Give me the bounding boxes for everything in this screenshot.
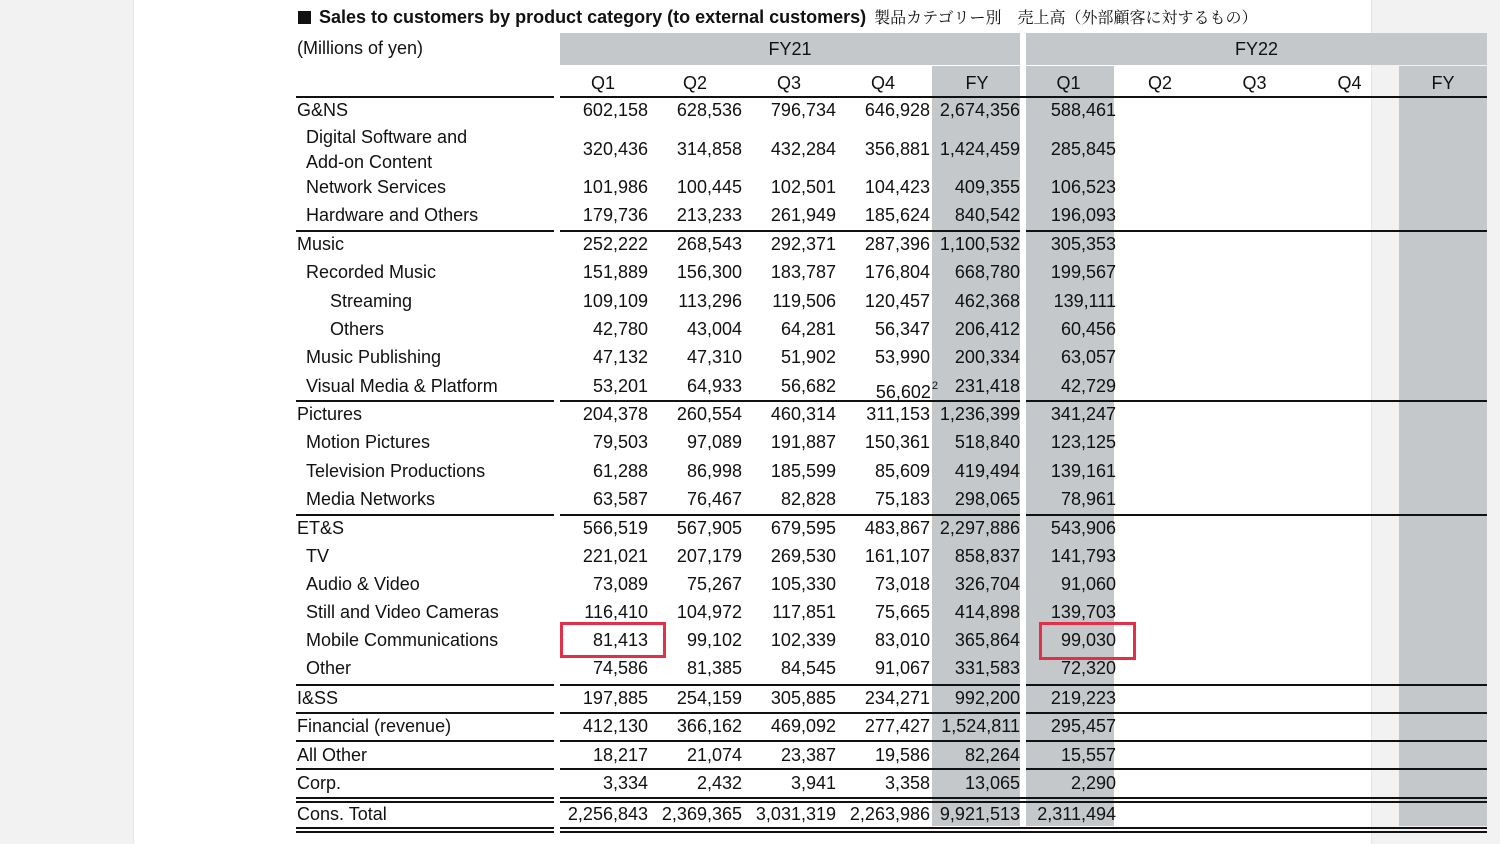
table-cell: 150,361	[864, 432, 930, 452]
table-cell: 179,736	[582, 205, 648, 225]
table-cell: 74,586	[592, 658, 648, 678]
table-cell: 543,906	[1050, 518, 1116, 538]
row-label: Music Publishing	[306, 347, 442, 367]
table-cell: 81,385	[686, 658, 742, 678]
table-cell: 21,074	[686, 745, 742, 765]
table-cell: 268,543	[676, 234, 742, 254]
table-cell: 2,297,886	[939, 518, 1020, 538]
highlight-box-fy22-q1-mobile	[1039, 622, 1136, 660]
title-japanese: 製品カテゴリー別 売上高（外部顧客に対するもの）	[874, 8, 1258, 27]
table-cell: 15,557	[1060, 745, 1116, 765]
table-cell: 234,271	[864, 688, 930, 708]
table-cell: 82,828	[780, 489, 836, 509]
table-cell: 409,355	[954, 177, 1020, 197]
table-cell: 86,998	[686, 461, 742, 481]
table-cell: 254,159	[676, 688, 742, 708]
table-cell: 366,162	[676, 716, 742, 736]
table-cell: 113,296	[678, 291, 742, 311]
table-cell: 287,396	[864, 234, 930, 254]
square-bullet-icon	[298, 11, 311, 24]
column-header-fy22-q3: Q3	[1242, 73, 1267, 93]
table-cell: 3,334	[602, 773, 648, 793]
row-label: Streaming	[330, 291, 413, 311]
table-cell: 469,092	[770, 716, 836, 736]
table-cell: 206,412	[954, 319, 1020, 339]
table-cell: 64,933	[686, 376, 742, 396]
table-cell: 73,018	[874, 574, 930, 594]
table-cell: 460,314	[770, 404, 836, 424]
row-label: Cons. Total	[297, 804, 387, 824]
row-label: Financial (revenue)	[297, 716, 452, 736]
table-cell: 91,060	[1060, 574, 1116, 594]
table-cell: 1,236,399	[939, 404, 1020, 424]
row-label: Audio & Video	[306, 574, 420, 594]
row-label: ET&S	[297, 518, 345, 538]
table-cell: 47,310	[686, 347, 742, 367]
table-cell: 668,780	[954, 262, 1020, 282]
footnote-marker: 2	[931, 380, 938, 392]
table-cell: 567,905	[676, 518, 742, 538]
group-separator	[560, 740, 1020, 742]
table-cell: 3,941	[790, 773, 836, 793]
table-cell: 185,624	[864, 205, 930, 225]
column-header-fy21-q1: Q1	[590, 73, 615, 93]
document-page	[133, 0, 1455, 844]
table-cell: 200,334	[954, 347, 1020, 367]
table-cell: 1,100,532	[939, 234, 1020, 254]
table-cell: 628,536	[676, 100, 742, 120]
table-cell: 285,845	[1050, 139, 1116, 159]
table-cell: 419,494	[954, 461, 1020, 481]
row-label: Visual Media & Platform	[306, 376, 498, 396]
row-label-continued: Add-on Content	[306, 152, 433, 172]
table-cell: 156,300	[676, 262, 742, 282]
table-cell: 183,787	[770, 262, 836, 282]
total-rule	[296, 831, 554, 833]
row-label: Mobile Communications	[306, 630, 499, 650]
table-cell: 56,602$^2$	[875, 380, 938, 402]
row-label: G&NS	[297, 100, 349, 120]
row-label: Others	[330, 319, 385, 339]
table-cell: 109,109	[582, 291, 648, 311]
table-cell: 858,837	[954, 546, 1020, 566]
table-cell: 119,506	[772, 291, 836, 311]
table-cell: 414,898	[954, 602, 1020, 622]
table-cell: 81,413	[592, 630, 648, 650]
row-label: Pictures	[297, 404, 363, 424]
group-separator	[296, 768, 554, 770]
column-header-fy22-q4: Q4	[1337, 73, 1362, 93]
table-cell: 295,457	[1050, 716, 1116, 736]
table-cell: 462,368	[954, 291, 1020, 311]
table-cell: 61,288	[592, 461, 648, 481]
column-header-fy21-q4: Q4	[870, 73, 895, 93]
row-label: Television Productions	[306, 461, 486, 481]
table-cell: 261,949	[770, 205, 836, 225]
table-cell: 99,102	[686, 630, 742, 650]
table-cell: 311,153	[866, 404, 930, 424]
table-cell: 23,387	[780, 745, 836, 765]
table-cell: 102,339	[770, 630, 836, 650]
table-cell: 2,432	[696, 773, 742, 793]
table-cell: 305,353	[1050, 234, 1116, 254]
table-cell: 219,223	[1050, 688, 1116, 708]
table-cell: 566,519	[582, 518, 648, 538]
column-header-fy22-q2: Q2	[1147, 73, 1172, 93]
table-cell: 53,201	[592, 376, 648, 396]
table-cell: 42,729	[1060, 376, 1116, 396]
table-cell: 298,065	[954, 489, 1020, 509]
table-cell: 314,858	[676, 139, 742, 159]
column-header-fy21-q2: Q2	[682, 73, 707, 93]
highlight-box-fy21-q1-mobile	[560, 622, 666, 658]
table-cell: 213,233	[676, 205, 742, 225]
table-cell: 56,347	[874, 319, 930, 339]
row-label: Media Networks	[306, 489, 436, 509]
table-cell: 199,567	[1050, 262, 1116, 282]
row-label: Recorded Music	[306, 262, 437, 282]
table-cell: 992,200	[954, 688, 1020, 708]
table-cell: 97,089	[686, 432, 742, 452]
table-cell: 204,378	[582, 404, 648, 424]
title-english: Sales to customers by product category (to external customers)	[319, 7, 867, 27]
table-cell: 139,111	[1053, 291, 1116, 311]
column-header-fy22-q1: Q1	[1056, 73, 1081, 93]
table-cell: 91,067	[874, 658, 930, 678]
row-label: Music	[297, 234, 345, 254]
table-cell: 123,125	[1050, 432, 1116, 452]
row-label: Motion Pictures	[306, 432, 431, 452]
table-cell: 432,284	[770, 139, 836, 159]
table-cell: 99,030	[1060, 630, 1116, 650]
row-label: Other	[306, 658, 352, 678]
table-cell: 412,130	[582, 716, 648, 736]
total-rule	[560, 831, 1487, 833]
table-cell: 151,889	[582, 262, 648, 282]
group-separator	[1026, 740, 1487, 742]
table-cell: 277,427	[864, 716, 930, 736]
table-cell: 176,804	[864, 262, 930, 282]
table-cell: 18,217	[592, 745, 648, 765]
table-cell: 796,734	[770, 100, 836, 120]
table-cell: 1,424,459	[939, 139, 1020, 159]
table-cell: 9,921,513	[939, 804, 1020, 824]
fy22-header: FY22	[1234, 39, 1279, 59]
table-cell: 13,065	[964, 773, 1020, 793]
table-cell: 365,864	[954, 630, 1020, 650]
row-label: Network Services	[306, 177, 447, 197]
table-title	[298, 5, 1258, 28]
table-cell: 72,320	[1060, 658, 1116, 678]
table-cell: 63,057	[1060, 347, 1116, 367]
table-cell: 221,021	[582, 546, 648, 566]
table-cell: 197,885	[582, 688, 648, 708]
table-cell: 2,263,986	[849, 804, 930, 824]
table-cell: 139,161	[1050, 461, 1116, 481]
table-cell: 79,503	[592, 432, 648, 452]
table-cell: 305,885	[770, 688, 836, 708]
total-rule	[560, 797, 1487, 799]
table-cell: 73,089	[592, 574, 648, 594]
table-cell: 84,545	[780, 658, 836, 678]
fy21-header: FY21	[768, 39, 812, 59]
table-cell: 75,665	[874, 602, 930, 622]
table-cell: 117,851	[772, 602, 836, 622]
column-header-fy21-q3: Q3	[776, 73, 801, 93]
table-cell: 82,264	[964, 745, 1020, 765]
table-cell: 101,986	[582, 177, 648, 197]
table-cell: 2,369,365	[661, 804, 742, 824]
table-cell: 3,031,319	[755, 804, 836, 824]
row-label: Hardware and Others	[306, 205, 479, 225]
table-cell: 139,703	[1050, 602, 1116, 622]
group-separator	[560, 768, 1020, 770]
table-cell: 231,418	[954, 376, 1020, 396]
table-cell: 51,902	[780, 347, 836, 367]
table-cell: 269,530	[770, 546, 836, 566]
table-cell: 53,990	[874, 347, 930, 367]
table-cell: 341,247	[1050, 404, 1116, 424]
table-cell: 120,457	[864, 291, 930, 311]
table-cell: 2,311,494	[1037, 804, 1116, 824]
unit-label: (Millions of yen)	[297, 38, 424, 58]
table-cell: 326,704	[954, 574, 1020, 594]
table-cell: 106,523	[1050, 177, 1116, 197]
table-cell: 104,972	[676, 602, 742, 622]
table-cell: 191,887	[770, 432, 836, 452]
table-cell: 83,010	[874, 630, 930, 650]
table-cell: 483,867	[864, 518, 930, 538]
table-cell: 252,222	[582, 234, 648, 254]
table-cell: 292,371	[770, 234, 836, 254]
table-cell: 2,290	[1070, 773, 1116, 793]
table-cell: 588,461	[1050, 100, 1116, 120]
table-cell: 602,158	[582, 100, 648, 120]
table-cell: 100,445	[676, 177, 742, 197]
table-cell: 840,542	[954, 205, 1020, 225]
table-cell: 76,467	[686, 489, 742, 509]
table-cell: 207,179	[676, 546, 742, 566]
table-cell: 56,682	[780, 376, 836, 396]
table-cell: 63,587	[592, 489, 648, 509]
table-cell: 104,423	[864, 177, 930, 197]
table-cell: 102,501	[770, 177, 836, 197]
table-cell: 141,793	[1050, 546, 1116, 566]
table-cell: 19,586	[874, 745, 930, 765]
table-cell: 85,609	[874, 461, 930, 481]
table-cell: 260,554	[676, 404, 742, 424]
table-cell: 75,267	[686, 574, 742, 594]
table-cell: 2,256,843	[567, 804, 648, 824]
group-separator	[1026, 768, 1487, 770]
table-cell: 75,183	[874, 489, 930, 509]
table-cell: 3,358	[884, 773, 930, 793]
table-cell: 1,524,811	[941, 716, 1020, 736]
table-cell: 2,674,356	[939, 100, 1020, 120]
table-cell: 320,436	[582, 139, 648, 159]
table-cell: 116,410	[584, 602, 648, 622]
table-cell: 78,961	[1060, 489, 1116, 509]
table-cell: 196,093	[1050, 205, 1116, 225]
table-cell: 356,881	[864, 139, 930, 159]
table-cell: 64,281	[780, 319, 836, 339]
total-rule	[560, 827, 1487, 829]
table-cell: 105,330	[770, 574, 836, 594]
table-cell: 47,132	[592, 347, 648, 367]
row-label: I&SS	[297, 688, 339, 708]
row-label: Still and Video Cameras	[306, 602, 499, 622]
table-cell: 518,840	[954, 432, 1020, 452]
table-cell: 331,583	[954, 658, 1020, 678]
column-header-fy21-fy: FY	[965, 73, 989, 93]
table-cell: 185,599	[770, 461, 836, 481]
table-cell: 43,004	[686, 319, 742, 339]
row-label: TV	[306, 546, 330, 566]
column-header-fy22-fy: FY	[1431, 73, 1455, 93]
table-cell: 161,107	[864, 546, 930, 566]
table-cell: 679,595	[770, 518, 836, 538]
row-label: Corp.	[297, 773, 342, 793]
total-rule	[296, 827, 554, 829]
table-cell: 646,928	[864, 100, 930, 120]
total-rule	[296, 797, 554, 799]
row-label: All Other	[297, 745, 368, 765]
group-separator	[296, 740, 554, 742]
table-cell: 42,780	[592, 319, 648, 339]
table-cell: 60,456	[1060, 319, 1116, 339]
row-label: Digital Software and	[306, 127, 468, 147]
